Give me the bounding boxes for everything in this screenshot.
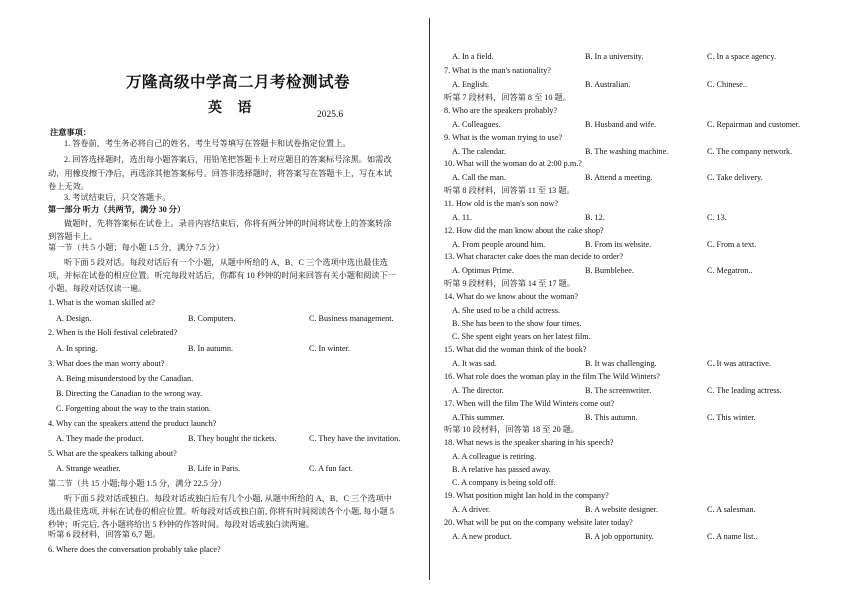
q12-option-a: A. From people around him. <box>452 240 546 249</box>
q18-option-a: A. A colleague is retiring. <box>452 452 537 461</box>
section1-intro: 听下面 5 段对话。每段对话后有一个小题，从题中所给的 A、B、C 三个选项中选出最佳选项，并标在试卷的相应位置。听完每段对话后，你都有 10 秒钟的时间来回答有关小题和阅读下一小题。每段对话仅读一遍。 <box>48 258 396 293</box>
q18-option-c: C. A company is being sold off. <box>452 478 556 487</box>
q11-option-c: C. 13. <box>707 213 727 222</box>
q15-option-c: C. It was attractive. <box>707 359 771 368</box>
q15-option-a: A. It was sad. <box>452 359 497 368</box>
exam-subject: 英 语 <box>208 101 258 116</box>
section2-heading: 第二节（共 15 小题;每小题 1.5 分，满分 22.5 分） <box>48 479 227 488</box>
q12-option-c: C. From a text. <box>707 240 757 249</box>
column-divider <box>429 18 430 580</box>
q17-option-c: C. This winter. <box>707 413 756 422</box>
part1-intro: 做题时，先将答案标在试卷上。录音内容结束后，你将有两分钟的时间将试卷上的答案转涂到答题卡上。 <box>48 219 392 241</box>
q9-option-b: B. The washing machine. <box>585 147 669 156</box>
q15-option-b: B. It was challenging. <box>585 359 657 368</box>
q4-option-c: C. They have the invitation. <box>309 434 401 443</box>
question-14: 14. What do we know about the woman? <box>444 292 579 301</box>
question-13: 13. What character cake does the man decide to order? <box>444 252 623 261</box>
q3-option-b: B. Directing the Canadian to the wrong way. <box>56 389 203 398</box>
question-6: 6. Where does the conversation probably take place? <box>48 545 221 554</box>
q9-option-a: A. The calendar. <box>452 147 506 156</box>
q7-option-b: B. Australian. <box>585 80 631 89</box>
q11-option-a: A. 11. <box>452 213 472 222</box>
note-material-8: 听第 8 段材料，回答第 11 至 13 题。 <box>444 186 575 195</box>
q13-option-a: A. Optimus Prime. <box>452 266 514 275</box>
q19-option-b: B. A website designer. <box>585 505 658 514</box>
question-10: 10. What will the woman do at 2:00 p.m.? <box>444 159 582 168</box>
q8-option-c: C. Repairman and customer. <box>707 120 800 129</box>
q12-option-b: B. From its website. <box>585 240 652 249</box>
q16-option-a: A. The director. <box>452 386 504 395</box>
q10-option-a: A. Call the man. <box>452 173 506 182</box>
q3-option-a: A. Being misunderstood by the Canadian. <box>56 374 194 383</box>
notice-item-1: 1. 答卷前，考生务必将自己的姓名、考生号等填写在答题卡和试卷指定位置上。 <box>64 139 351 148</box>
section2-intro: 听下面 5 段对话或独白。每段对话或独白后有几个小题, 从题中所给的 A、B、C 三个选项中选出最佳选项, 并标在试卷的相应位置。听每段对话或独白前, 你将有时间阅读各个小题, 每小题 5 秒钟；听完后, 各小题将给出 5 秒钟的作答时间。每段对话或独白读两遍。 <box>48 494 394 529</box>
question-16: 16. What role does the woman play in the film The Wild Winters? <box>444 372 660 381</box>
question-8: 8. Who are the speakers probably? <box>444 106 558 115</box>
q7-option-c: C. Chinese.. <box>707 80 748 89</box>
q18-option-b: B. A relative has passed away. <box>452 465 551 474</box>
q8-option-b: B. Husband and wife. <box>585 120 657 129</box>
note-material-6: 听第 6 段材料，回答第 6,7 题。 <box>48 530 161 539</box>
note-material-7: 听第 7 段材料，回答第 8 至 10 题。 <box>444 93 571 102</box>
part1-heading: 第一部分 听力（共两节，满分 30 分） <box>48 205 186 214</box>
q1-option-b: B. Computers. <box>188 314 236 323</box>
question-17: 17. When will the film The Wild Winters come out? <box>444 399 615 408</box>
notice-heading: 注意事项： <box>50 128 91 137</box>
question-18: 18. What news is the speaker sharing in his speech? <box>444 438 614 447</box>
q10-option-c: C. Take delivery. <box>707 173 763 182</box>
q16-option-b: B. The screenwriter. <box>585 386 652 395</box>
q6-option-b: B. In a university. <box>585 52 644 61</box>
q20-option-b: B. A job opportunity. <box>585 532 654 541</box>
question-2: 2. When is the Holi festival celebrated? <box>48 328 178 337</box>
question-9: 9. What is the woman trying to use? <box>444 133 563 142</box>
question-3: 3. What does the man worry about? <box>48 359 165 368</box>
question-15: 15. What did the woman think of the book? <box>444 345 587 354</box>
exam-title: 万隆高级中学高二月考检测试卷 <box>126 74 351 91</box>
q2-option-a: A. In spring. <box>56 344 98 353</box>
question-4: 4. Why can the speakers attend the product launch? <box>48 419 217 428</box>
q5-option-c: C. A fun fact. <box>309 464 353 473</box>
q8-option-a: A. Colleagues. <box>452 120 501 129</box>
q19-option-c: C. A salesman. <box>707 505 756 514</box>
question-11: 11. How old is the man's son now? <box>444 199 558 208</box>
q20-option-a: A. A new product. <box>452 532 512 541</box>
question-12: 12. How did the man know about the cake shop? <box>444 226 604 235</box>
q14-option-c: C. She spent eight years on her latest film. <box>452 332 591 341</box>
q19-option-a: A. A driver. <box>452 505 491 514</box>
notice-item-2: 2. 回答选择题时，选出每小题答案后，用铅笔把答题卡上对应题目的答案标号涂黑。如需改动，用橡皮擦干净后，再选涂其他答案标号。回答非选择题时，将答案写在答题卡上，写在本试卷上无效。 <box>48 155 392 191</box>
question-7: 7. What is the man's nationality? <box>444 66 551 75</box>
note-material-9: 听第 9 段材料，回答第 14 至 17 题。 <box>444 279 576 288</box>
q5-option-a: A. Strange weather. <box>56 464 121 473</box>
q13-option-b: B. Bumblebee. <box>585 266 634 275</box>
q2-option-b: B. In autumn. <box>188 344 234 353</box>
q17-option-a: A.This summer. <box>452 413 505 422</box>
exam-date: 2025.6 <box>317 110 344 120</box>
q2-option-c: C. In winter. <box>309 344 350 353</box>
q14-option-a: A. She used to be a child actress. <box>452 306 561 315</box>
q7-option-a: A. English. <box>452 80 490 89</box>
q14-option-b: B. She has been to the show four times. <box>452 319 582 328</box>
q9-option-c: C. The company network. <box>707 147 793 156</box>
question-5: 5. What are the speakers talking about? <box>48 449 177 458</box>
q6-option-c: C. In a space agency. <box>707 52 777 61</box>
q13-option-c: C. Megatron.. <box>707 266 753 275</box>
question-19: 19. What position might Ian hold in the company? <box>444 491 609 500</box>
question-20: 20. What will be put on the company website later today? <box>444 518 633 527</box>
q20-option-c: C. A name list.. <box>707 532 758 541</box>
q10-option-b: B. Attend a meeting. <box>585 173 653 182</box>
section1-heading: 第一节（共 5 小题；每小题 1.5 分，满分 7.5 分） <box>48 243 225 252</box>
q4-option-b: B. They bought the tickets. <box>188 434 277 443</box>
q11-option-b: B. 12. <box>585 213 605 222</box>
q16-option-c: C. The leading actress. <box>707 386 782 395</box>
q5-option-b: B. Life in Paris. <box>188 464 241 473</box>
question-1: 1. What is the woman skilled at? <box>48 298 155 307</box>
q17-option-b: B. This autumn. <box>585 413 638 422</box>
q4-option-a: A. They made the product. <box>56 434 144 443</box>
q6-option-a: A. In a field. <box>452 52 494 61</box>
note-material-10: 听第 10 段材料，回答第 18 至 20 题。 <box>444 425 580 434</box>
q3-option-c: C. Forgetting about the way to the train station. <box>56 404 211 413</box>
notice-item-3: 3. 考试结束后，只交答题卡。 <box>64 193 171 202</box>
q1-option-a: A. Design. <box>56 314 92 323</box>
q1-option-c: C. Business management. <box>309 314 394 323</box>
